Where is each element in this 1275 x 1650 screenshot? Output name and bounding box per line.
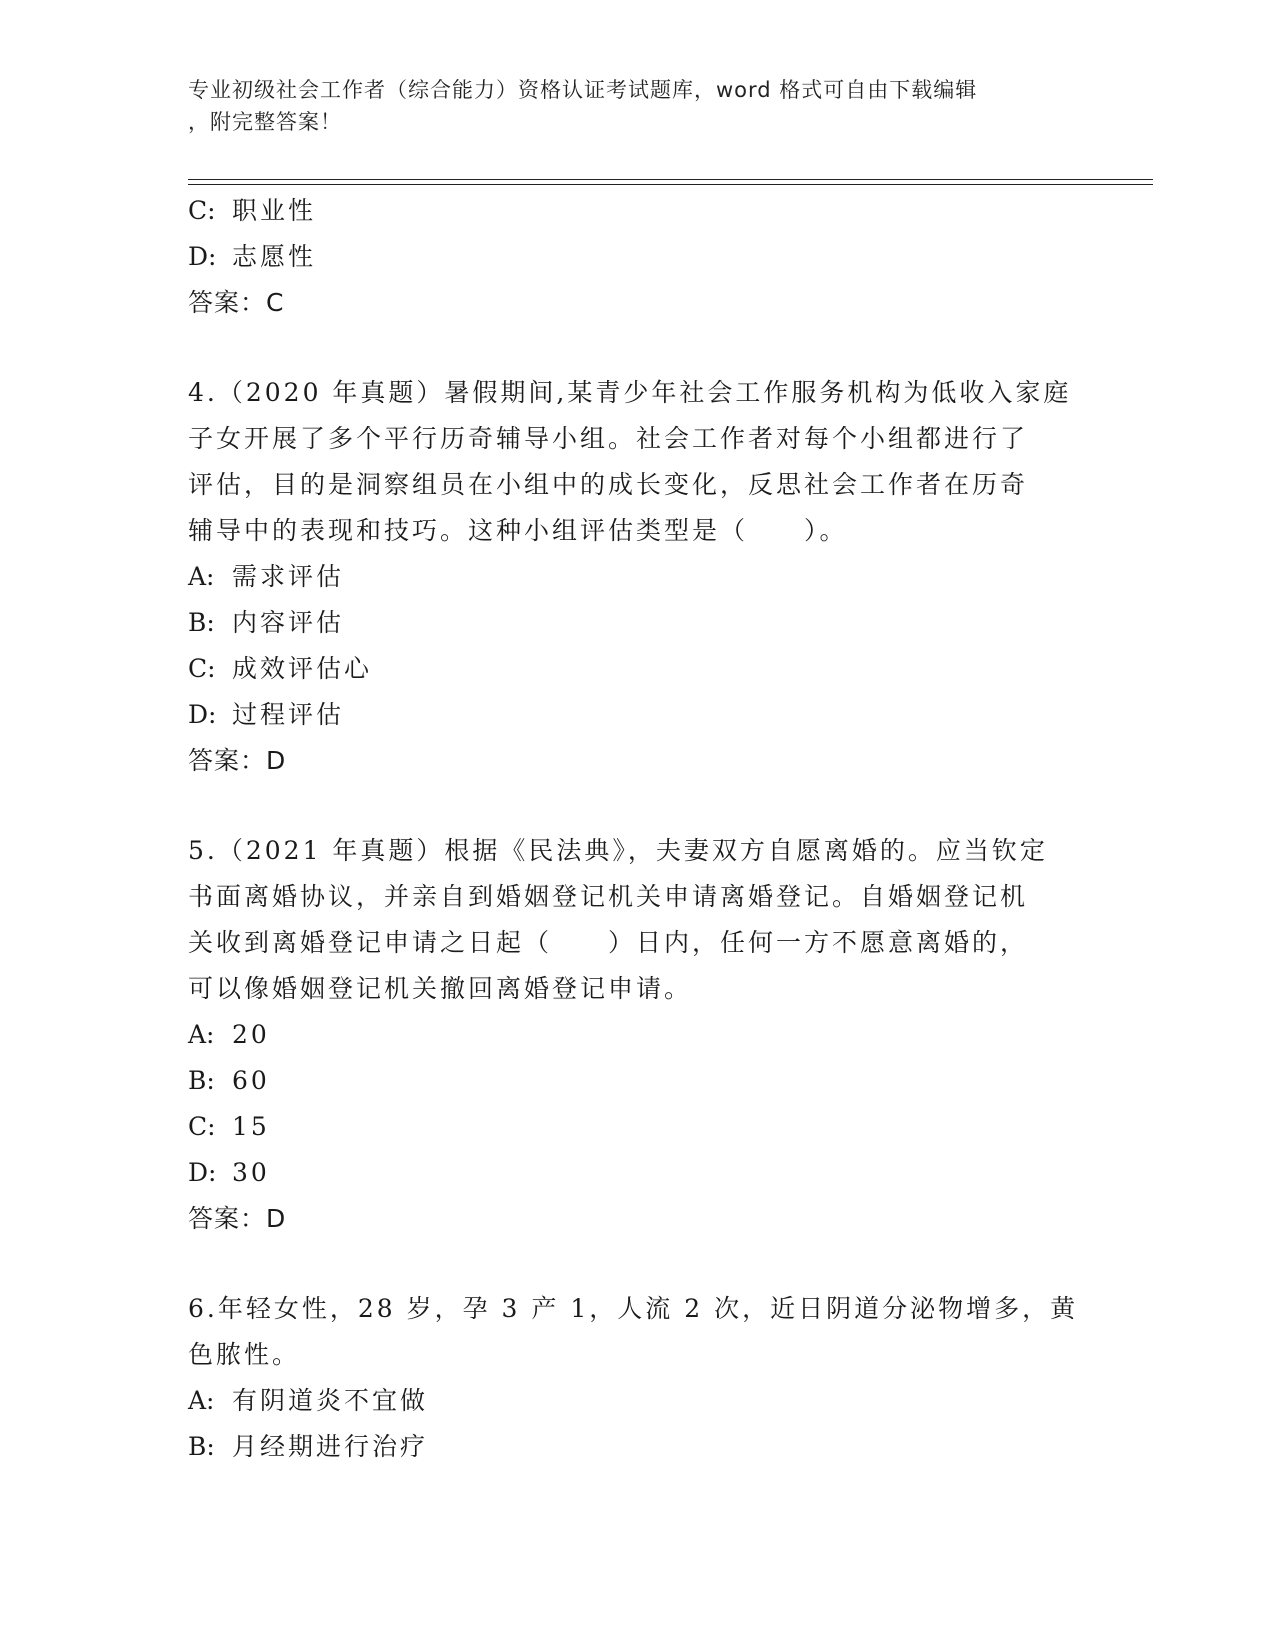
option-a bbox=[188, 554, 1088, 600]
option-text: 过程评估 bbox=[232, 700, 345, 729]
option-d bbox=[188, 692, 1088, 738]
option-key: D: bbox=[188, 700, 217, 729]
question-text-line: 4.（2020 年真题）暑假期间,某青少年社会工作服务机构为低收入家庭 bbox=[188, 378, 1072, 407]
option-key: A: bbox=[188, 1386, 215, 1415]
option-key: B: bbox=[188, 608, 215, 637]
question-text-line: 子女开展了多个平行历奇辅导小组。社会工作者对每个小组都进行了 bbox=[188, 424, 1029, 453]
option-text: 月经期进行治疗 bbox=[232, 1432, 429, 1461]
question-list bbox=[188, 188, 1088, 1470]
option-d bbox=[188, 1150, 1088, 1196]
option-key: A: bbox=[188, 562, 215, 591]
option-key: C: bbox=[188, 196, 216, 225]
option-text: 内容评估 bbox=[232, 608, 345, 637]
option-text: 20 bbox=[232, 1020, 270, 1049]
option-c bbox=[188, 1104, 1088, 1150]
option-text: 成效评估心 bbox=[232, 654, 373, 683]
question-text-line: 关收到离婚登记申请之日起（ ）日内，任何一方不愿意离婚的， bbox=[188, 928, 1029, 957]
question-text-line: 书面离婚协议，并亲自到婚姻登记机关申请离婚登记。自婚姻登记机 bbox=[188, 882, 1029, 911]
question-text-line: 6.年轻女性，28 岁，孕 3 产 1，人流 2 次，近日阴道分泌物增多，黄 bbox=[188, 1294, 1079, 1323]
option-text: 志愿性 bbox=[232, 242, 317, 271]
option-key: B: bbox=[188, 1066, 215, 1095]
answer-line: 答案：C bbox=[188, 288, 285, 317]
option-text: 需求评估 bbox=[232, 562, 345, 591]
question-text-line: 可以像婚姻登记机关撤回离婚登记申请。 bbox=[188, 974, 693, 1003]
option-text: 职业性 bbox=[232, 196, 317, 225]
option-text: 15 bbox=[232, 1112, 270, 1141]
option-text: 60 bbox=[232, 1066, 270, 1095]
header-divider-bottom bbox=[188, 184, 1153, 185]
document-header bbox=[188, 74, 1088, 138]
question-text-line: 辅导中的表现和技巧。这种小组评估类型是（ ）。 bbox=[188, 516, 848, 545]
question-text-line: 色脓性。 bbox=[188, 1340, 301, 1369]
question-text-line: 评估，目的是洞察组员在小组中的成长变化，反思社会工作者在历奇 bbox=[188, 470, 1029, 499]
option-key: D: bbox=[188, 242, 217, 271]
answer-line: 答案：D bbox=[188, 1204, 287, 1233]
header-line-2: ，附完整答案！ bbox=[188, 110, 342, 134]
option-key: C: bbox=[188, 654, 216, 683]
option-a bbox=[188, 1378, 1088, 1424]
option-d bbox=[188, 234, 1088, 280]
option-key: D: bbox=[188, 1158, 217, 1187]
option-key: A: bbox=[188, 1020, 215, 1049]
option-a bbox=[188, 1012, 1088, 1058]
option-b bbox=[188, 600, 1088, 646]
question-6 bbox=[188, 1286, 1088, 1470]
header-divider-top bbox=[188, 179, 1153, 180]
question-5 bbox=[188, 828, 1088, 1242]
option-c bbox=[188, 646, 1088, 692]
option-text: 30 bbox=[232, 1158, 270, 1187]
question-partial bbox=[188, 188, 1088, 326]
answer-line: 答案：D bbox=[188, 746, 287, 775]
question-4 bbox=[188, 370, 1088, 784]
option-text: 有阴道炎不宜做 bbox=[232, 1386, 429, 1415]
header-line-1: 专业初级社会工作者（综合能力）资格认证考试题库，word 格式可自由下载编辑 bbox=[188, 78, 978, 102]
question-text-line: 5.（2021 年真题）根据《民法典》，夫妻双方自愿离婚的。应当钦定 bbox=[188, 836, 1048, 865]
option-key: C: bbox=[188, 1112, 216, 1141]
option-key: B: bbox=[188, 1432, 215, 1461]
option-b bbox=[188, 1424, 1088, 1470]
option-c bbox=[188, 188, 1088, 234]
option-b bbox=[188, 1058, 1088, 1104]
